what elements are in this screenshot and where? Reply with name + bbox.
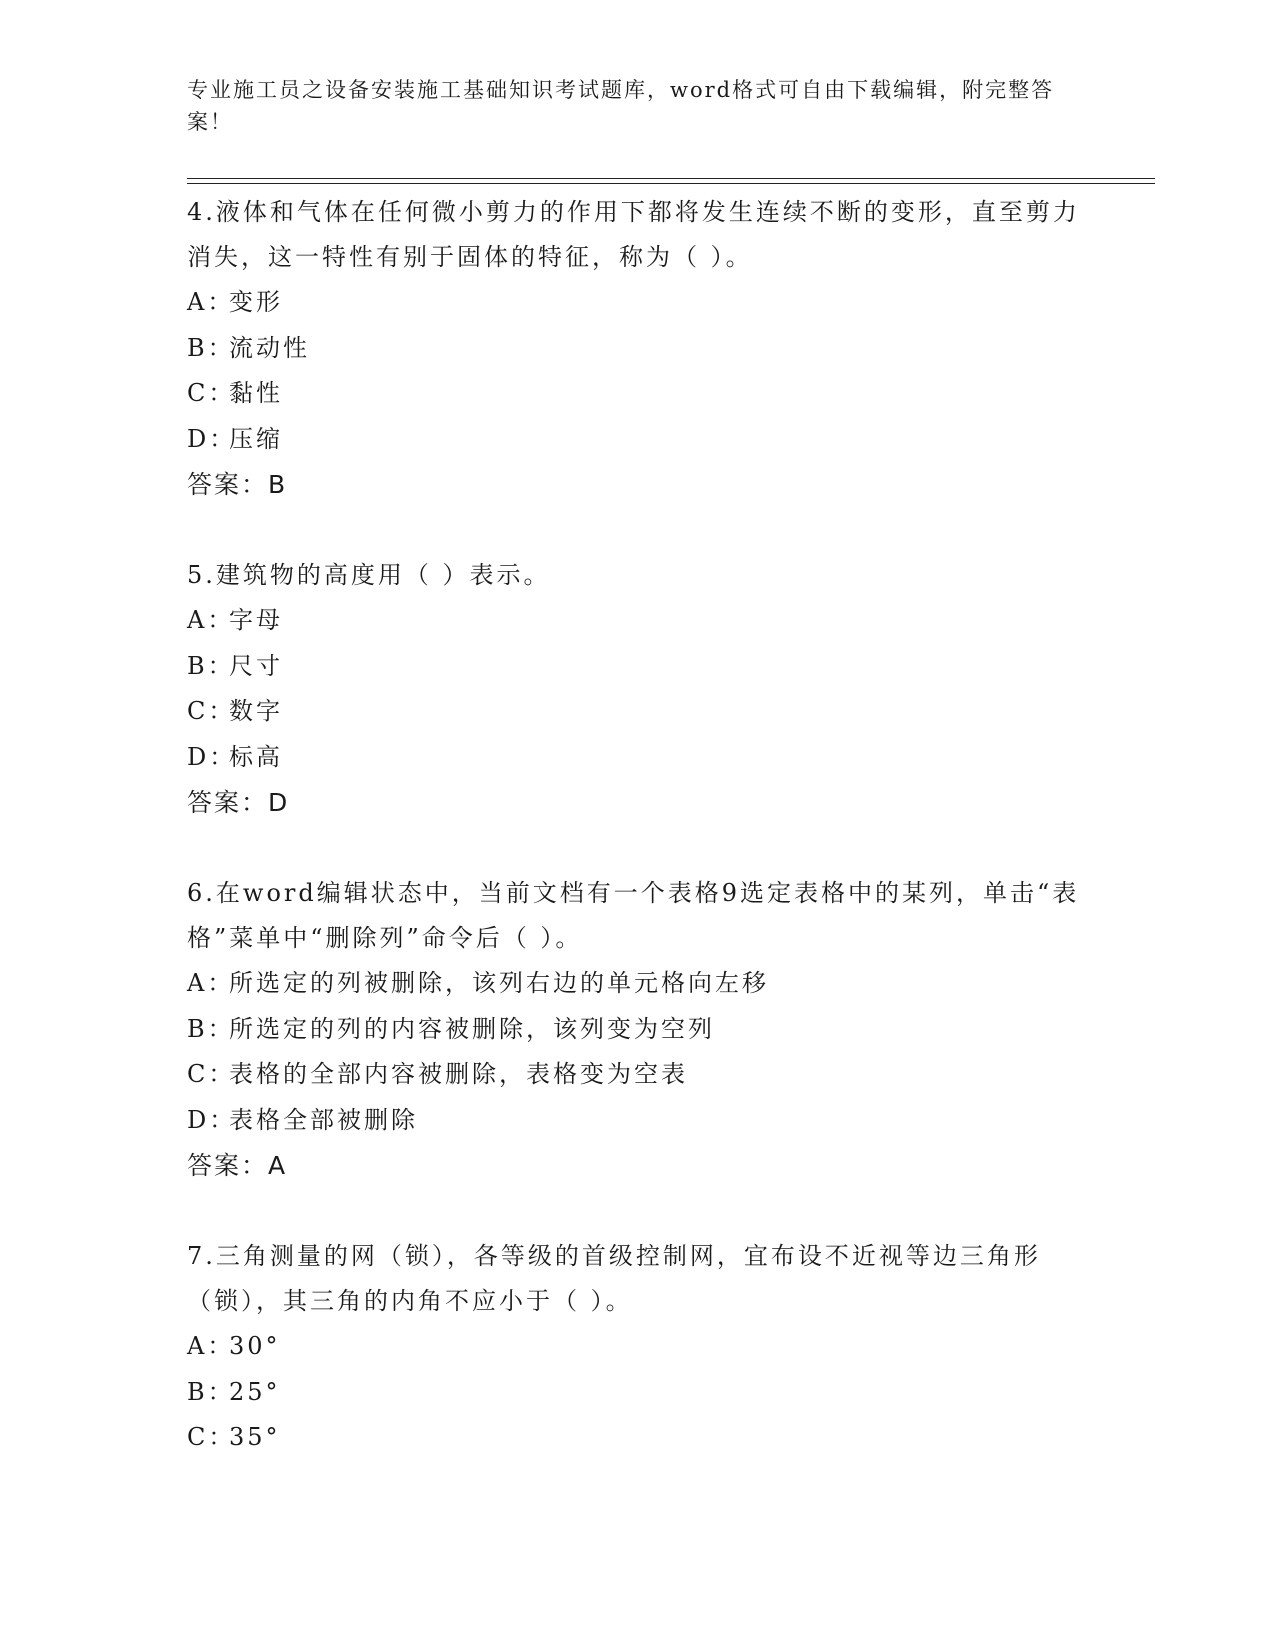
option-text: 字母	[229, 606, 283, 634]
header-divider-top	[187, 178, 1155, 179]
answer-option	[187, 280, 1087, 326]
option-text: 30°	[229, 1332, 281, 1360]
answer-option	[187, 598, 1087, 644]
option-text: 表格的全部内容被删除，表格变为空表	[229, 1060, 688, 1088]
option-text: 流动性	[229, 333, 310, 362]
question-block	[187, 1234, 1087, 1461]
option-key: D：	[187, 742, 237, 771]
option-text: 变形	[229, 288, 283, 316]
answer-option	[187, 417, 1087, 463]
question-list	[187, 190, 1087, 1507]
option-key: A：	[187, 1332, 235, 1360]
option-text: 所选定的列的内容被删除，该列变为空列	[229, 1014, 715, 1043]
document-header: 专业施工员之设备安装施工基础知识考试题库，word格式可自由下载编辑，附完整答案！	[187, 78, 1055, 134]
option-key: A：	[187, 606, 235, 634]
question-text: 5.建筑物的高度用（ ）表示。	[187, 561, 551, 589]
option-text: 标高	[229, 742, 283, 771]
answer-option	[187, 1370, 1087, 1416]
answer-line: 答案：B	[187, 470, 288, 499]
answer-option	[187, 1098, 1087, 1144]
option-key: C：	[187, 379, 236, 407]
option-key: B：	[187, 1014, 235, 1043]
question-block	[187, 871, 1087, 1188]
option-text: 黏性	[229, 379, 283, 407]
question-block	[187, 190, 1087, 507]
option-key: C：	[187, 1423, 236, 1451]
answer-option	[187, 735, 1087, 781]
option-text: 表格全部被删除	[229, 1105, 418, 1134]
question-text: 6.在word编辑状态中，当前文档有一个表格9选定表格中的某列，单击“表格”菜单中“删除列”命令后（ ）。	[187, 879, 1080, 952]
answer-line: 答案：A	[187, 1151, 288, 1180]
option-key: B：	[187, 651, 235, 680]
answer-option	[187, 1415, 1087, 1461]
option-key: B：	[187, 333, 235, 362]
answer-option	[187, 961, 1087, 1007]
answer-option	[187, 689, 1087, 735]
answer-option	[187, 644, 1087, 690]
option-text: 尺寸	[229, 651, 283, 680]
option-text: 数字	[229, 697, 283, 725]
option-text: 压缩	[229, 424, 283, 453]
answer-option	[187, 1052, 1087, 1098]
option-key: B：	[187, 1377, 235, 1406]
answer-line: 答案：D	[187, 788, 290, 817]
option-key: C：	[187, 1060, 236, 1088]
answer-option	[187, 1007, 1087, 1053]
question-text: 7.三角测量的网（锁），各等级的首级控制网，宜布设不近视等边三角形（锁），其三角的内角不应小于（ ）。	[187, 1242, 1041, 1315]
option-text: 35°	[229, 1423, 281, 1451]
option-key: C：	[187, 697, 236, 725]
question-text: 4.液体和气体在任何微小剪力的作用下都将发生连续不断的变形，直至剪力消失，这一特性有别于固体的特征，称为（ ）。	[187, 198, 1080, 271]
answer-option	[187, 371, 1087, 417]
option-key: A：	[187, 969, 235, 997]
answer-option	[187, 1324, 1087, 1370]
option-key: D：	[187, 424, 237, 453]
answer-option	[187, 326, 1087, 372]
header-divider-bottom	[187, 183, 1155, 184]
option-key: D：	[187, 1105, 237, 1134]
option-key: A：	[187, 288, 235, 316]
question-block	[187, 553, 1087, 825]
option-text: 25°	[229, 1377, 281, 1406]
option-text: 所选定的列被删除，该列右边的单元格向左移	[229, 969, 769, 997]
